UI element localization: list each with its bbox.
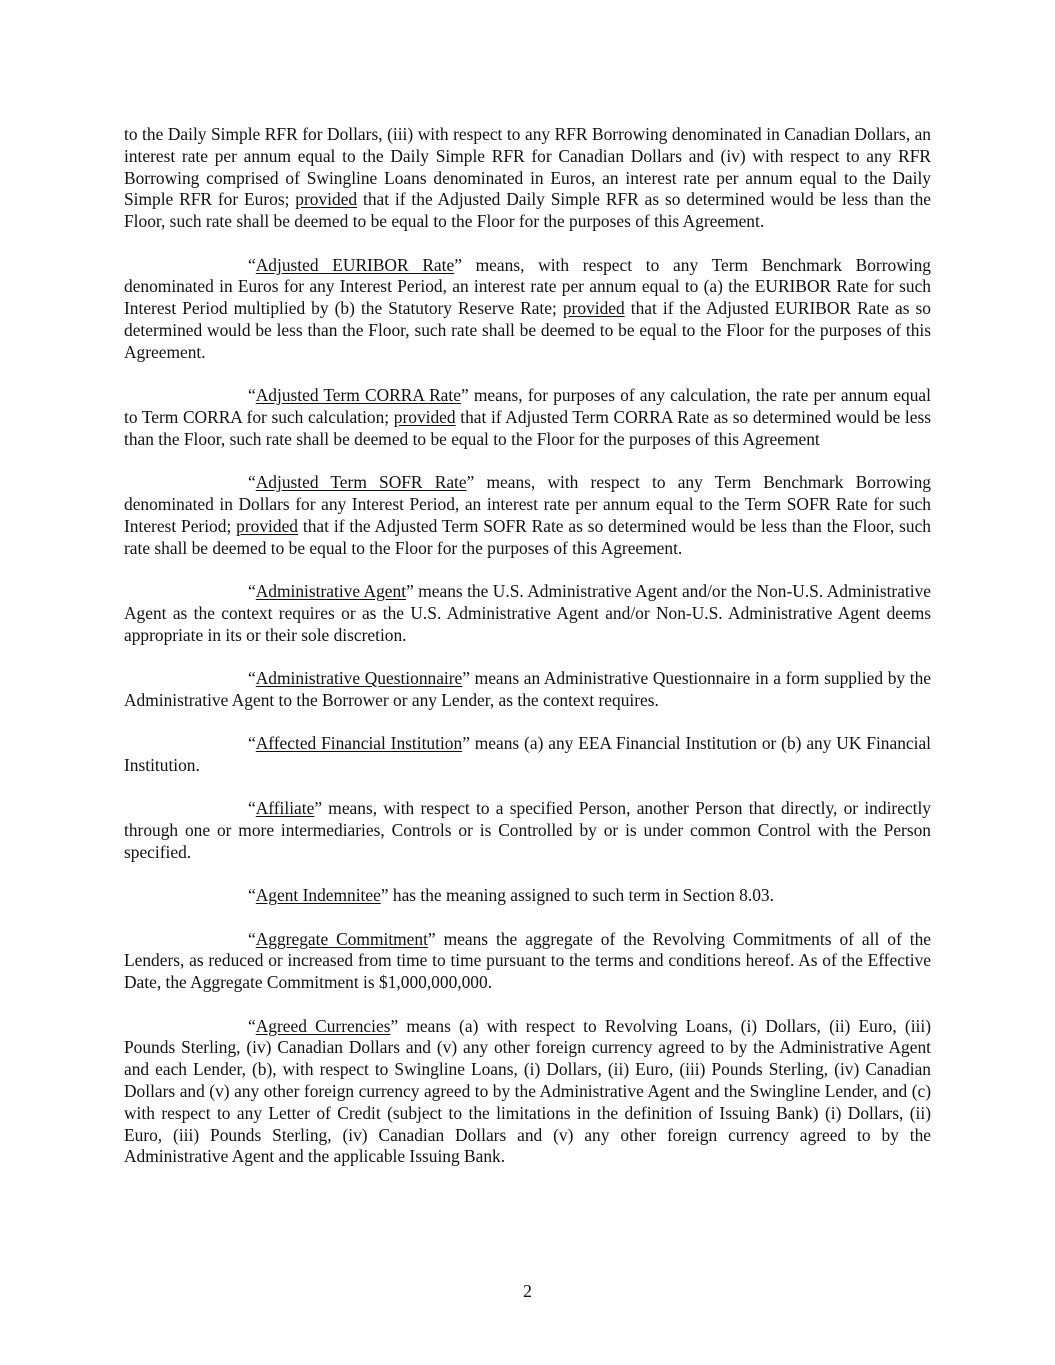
paragraph-text: ” means, with respect to any Term Benchmark Borrowing denominated in Dollars for any Interest Period, an interest rate per annum equal to the Term SOFR Rate for such Interest Period; xyxy=(124,472,932,536)
paragraph-text: “ xyxy=(248,733,256,754)
underlined-term: provided xyxy=(562,298,625,319)
paragraph-text: ” means the U.S. Administrative Agent and/or the Non-U.S. Administrative Agent as the context requires or as the U.S. Administrative Agent and/or Non-U.S. Administrative Agent deems appropriate in its or their sole discretion. xyxy=(124,580,932,645)
paragraph-text: “ xyxy=(248,667,256,688)
paragraph-text: to the Daily Simple RFR for Dollars, (iii) with respect to any RFR Borrowing denominated in Canadian Dollars, an interest rate per annum equal to the Daily Simple RFR for Canadian Dollars and (iv) with respect to any RFR Borrowing comprised of Swingline Loans denominated in Euros, an interest rate per annum equal to the Daily Simple RFR for Euros; xyxy=(124,124,931,210)
paragraph-text: “ xyxy=(248,798,256,819)
definition-paragraph-adjusted-term-corra-rate xyxy=(124,385,931,450)
underlined-term: Administrative Questionnaire xyxy=(255,667,463,688)
underlined-term: Agent Indemnitee xyxy=(255,885,381,906)
paragraph-text: that if Adjusted Term CORRA Rate as so determined would be less than the Floor, such rate shall be deemed to be equal to the Floor for the purposes of this Agreement xyxy=(124,406,932,449)
definition-paragraph-aggregate-commitment xyxy=(124,929,931,994)
underlined-term: Affiliate xyxy=(255,798,315,819)
paragraph-text: “ xyxy=(248,580,256,601)
definition-paragraph-administrative-questionnaire xyxy=(124,668,931,712)
underlined-term: Administrative Agent xyxy=(255,580,407,601)
definition-paragraph-agreed-currencies xyxy=(124,1016,931,1169)
paragraph-text: that if the Adjusted Daily Simple RFR as so determined would be less than the Floor, such rate shall be deemed to be equal to the Floor for the purposes of this Agreement. xyxy=(124,189,931,232)
paragraph-text: that if the Adjusted Term SOFR Rate as so determined would be less than the Floor, such rate shall be deemed to be equal to the Floor for the purposes of this Agreement. xyxy=(124,515,931,558)
definition-paragraph-agent-indemnitee xyxy=(124,885,931,907)
underlined-term: Adjusted EURIBOR Rate xyxy=(255,254,455,275)
paragraph-text: ” means, with respect to any Term Benchmark Borrowing denominated in Euros for any Interest Period, an interest rate per annum equal to (a) the EURIBOR Rate for such Interest Period multiplied by (b) the Statutory Reserve Rate; xyxy=(124,254,931,319)
paragraph-text: ” means (a) with respect to Revolving Loans, (i) Dollars, (ii) Euro, (iii) Pounds Sterling, (iv) Canadian Dollars and (v) any other foreign currency agreed to by the Administrative Agent and each Lender, (b), with respect to Swingline Loans, (i) Dollars, (ii) Euro, (iii) Pounds Sterling, (iv) Canadian Dollars and (v) any other foreign currency agreed to by the Administrative Agent and the Swingline Lender, and (c) with respect to any Letter of Credit (subject to the limitations in the definition of Issuing Bank) (i) Dollars, (ii) Euro, (iii) Pounds Sterling, (iv) Canadian Dollars and (v) any other foreign currency agreed to by the Administrative Agent and the applicable Issuing Bank. xyxy=(124,1015,931,1167)
definition-paragraph-administrative-agent xyxy=(124,581,931,646)
paragraph-text: “ xyxy=(248,385,256,406)
underlined-term: Aggregate Commitment xyxy=(255,928,428,949)
definition-paragraph-continuation xyxy=(124,124,931,233)
paragraph-text: “ xyxy=(248,254,256,275)
paragraph-text: “ xyxy=(248,885,256,906)
definition-paragraph-adjusted-term-sofr-rate xyxy=(124,472,931,559)
paragraph-text: “ xyxy=(248,928,256,949)
underlined-term: Adjusted Term CORRA Rate xyxy=(255,385,461,406)
paragraph-text: “ xyxy=(248,1015,256,1036)
page-number: 2 xyxy=(523,1281,532,1301)
paragraph-text: ” means, for purposes of any calculation, the rate per annum equal to Term CORRA for such calculation; xyxy=(124,385,931,427)
definitions-body xyxy=(124,124,931,1168)
paragraph-text: ” means the aggregate of the Revolving Commitments of all of the Lenders, as reduced or increased from time to time pursuant to the terms and conditions hereof. As of the Effective Date, the Aggregate Commitment is $1,000,000,000. xyxy=(124,928,931,993)
paragraph-text: ” has the meaning assigned to such term in Section 8.03. xyxy=(380,885,774,906)
underlined-term: provided xyxy=(393,406,456,427)
paragraph-text: ” means, with respect to a specified Person, another Person that directly, or indirectly through one or more intermediaries, Controls or is Controlled by or is under common Control with the Person specified. xyxy=(124,798,931,862)
underlined-term: provided xyxy=(295,189,358,210)
underlined-term: Agreed Currencies xyxy=(255,1015,391,1036)
definition-paragraph-adjusted-euribor-rate xyxy=(124,255,931,364)
definition-paragraph-affiliate xyxy=(124,798,931,863)
underlined-term: Adjusted Term SOFR Rate xyxy=(255,472,467,493)
definition-paragraph-affected-financial-institution xyxy=(124,733,931,777)
underlined-term: provided xyxy=(236,515,298,536)
document-page xyxy=(124,124,931,1190)
paragraph-text: that if the Adjusted EURIBOR Rate as so determined would be less than the Floor, such rate shall be deemed to be equal to the Floor for the purposes of this Agreement. xyxy=(124,298,931,362)
paragraph-text: ” means (a) any EEA Financial Institution or (b) any UK Financial Institution. xyxy=(124,733,931,775)
paragraph-text: ” means an Administrative Questionnaire in a form supplied by the Administrative Agent to the Borrower or any Lender, as the context requires. xyxy=(124,667,931,710)
underlined-term: Affected Financial Institution xyxy=(255,733,463,754)
paragraph-text: “ xyxy=(248,472,256,493)
